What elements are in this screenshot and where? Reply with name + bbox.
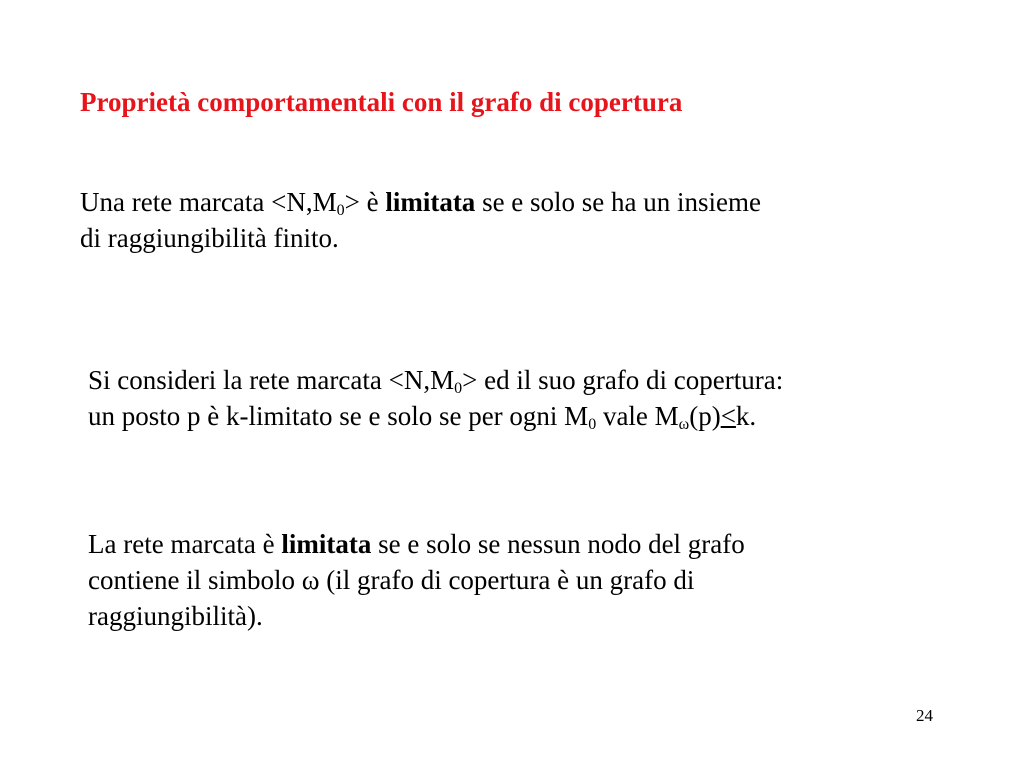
- less-or-equal-symbol: <: [720, 401, 736, 431]
- paragraph-line: contiene il simbolo ω (il grafo di copertura è un grafo di: [88, 565, 695, 595]
- bold-term: limitata: [385, 187, 476, 217]
- text-run: k.: [735, 401, 757, 431]
- subscript: 0: [454, 380, 463, 397]
- subscript-omega: ω: [678, 416, 690, 433]
- subscript: 0: [336, 202, 345, 219]
- text-run: > è: [344, 187, 386, 217]
- text-run: (p): [689, 401, 721, 431]
- text-run: La rete marcata è: [88, 529, 282, 559]
- paragraph-limitata-omega: [88, 526, 745, 634]
- text-run: vale M: [596, 401, 679, 431]
- slide-title: Proprietà comportamentali con il grafo di copertura: [80, 87, 683, 117]
- text-run: un posto p è k-limitato se e solo se per ogni M: [88, 401, 589, 431]
- paragraph-line: [88, 362, 783, 398]
- text-run: se e solo se ha un insieme: [475, 187, 762, 217]
- paragraph-line: di raggiungibilità finito.: [80, 223, 339, 253]
- paragraph-boundedness-definition: [80, 184, 761, 256]
- text-run: se e solo se nessun nodo del grafo: [371, 529, 745, 559]
- paragraph-k-bounded-place: [88, 362, 783, 434]
- subscript: 0: [588, 416, 597, 433]
- bold-term: limitata: [281, 529, 372, 559]
- text-run: Una rete marcata <N,M: [80, 187, 337, 217]
- paragraph-line: [88, 398, 783, 434]
- text-run: > ed il suo grafo di copertura:: [462, 365, 784, 395]
- page-number: 24: [916, 706, 933, 725]
- paragraph-line: [80, 184, 761, 220]
- paragraph-line: raggiungibilità).: [88, 601, 263, 631]
- text-run: Si consideri la rete marcata <N,M: [88, 365, 455, 395]
- paragraph-line: [88, 526, 745, 562]
